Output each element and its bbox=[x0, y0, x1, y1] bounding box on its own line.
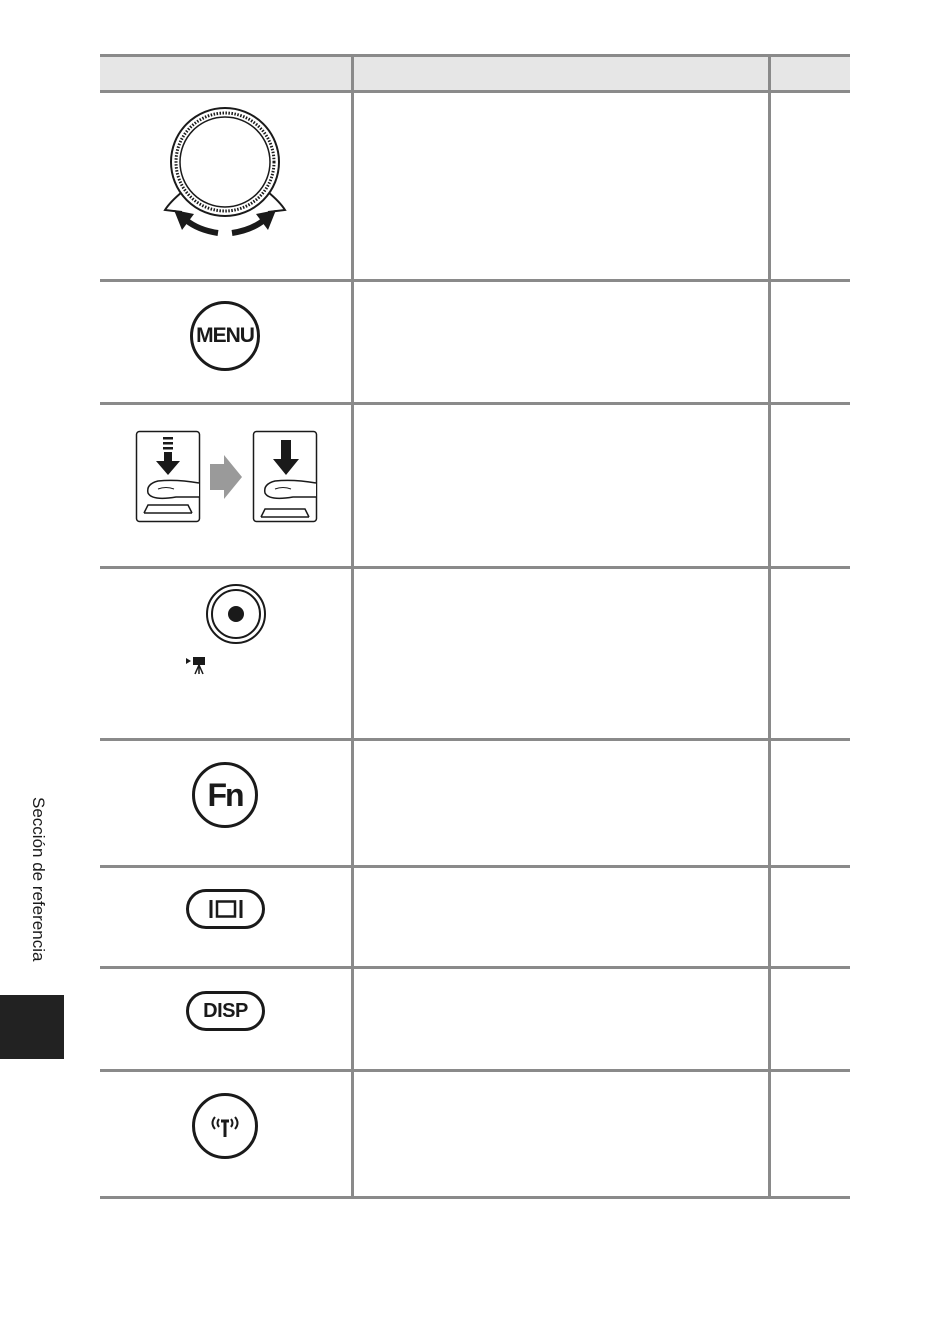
shutter-release-icon bbox=[136, 431, 318, 523]
fn-button-icon bbox=[192, 762, 258, 828]
row-divider bbox=[100, 566, 850, 569]
section-tab-marker bbox=[0, 995, 64, 1059]
header-bottom-border bbox=[100, 90, 850, 93]
menu-button-icon bbox=[190, 301, 260, 371]
wifi-button-icon bbox=[192, 1093, 258, 1159]
menu-button-label: MENU bbox=[196, 324, 254, 347]
row-divider bbox=[100, 865, 850, 868]
column-divider bbox=[351, 54, 354, 1199]
section-side-label: Sección de referencia bbox=[29, 797, 48, 962]
row-divider bbox=[100, 1069, 850, 1072]
header-cell-page bbox=[771, 57, 850, 90]
header-cell-control bbox=[100, 57, 351, 90]
row-divider bbox=[100, 402, 850, 405]
row-divider bbox=[100, 966, 850, 969]
column-divider bbox=[768, 54, 771, 1199]
row-divider bbox=[100, 279, 850, 282]
disp-button-label: DISP bbox=[203, 999, 248, 1022]
table-bottom-border bbox=[100, 1196, 850, 1199]
fn-button-label: Fn bbox=[207, 776, 243, 813]
table-top-border bbox=[100, 54, 850, 57]
disp-button-icon bbox=[186, 991, 265, 1031]
monitor-button-icon bbox=[186, 889, 265, 929]
movie-record-button-icon bbox=[184, 584, 270, 676]
row-divider bbox=[100, 738, 850, 741]
header-cell-description bbox=[354, 57, 768, 90]
command-dial-icon bbox=[160, 120, 290, 240]
